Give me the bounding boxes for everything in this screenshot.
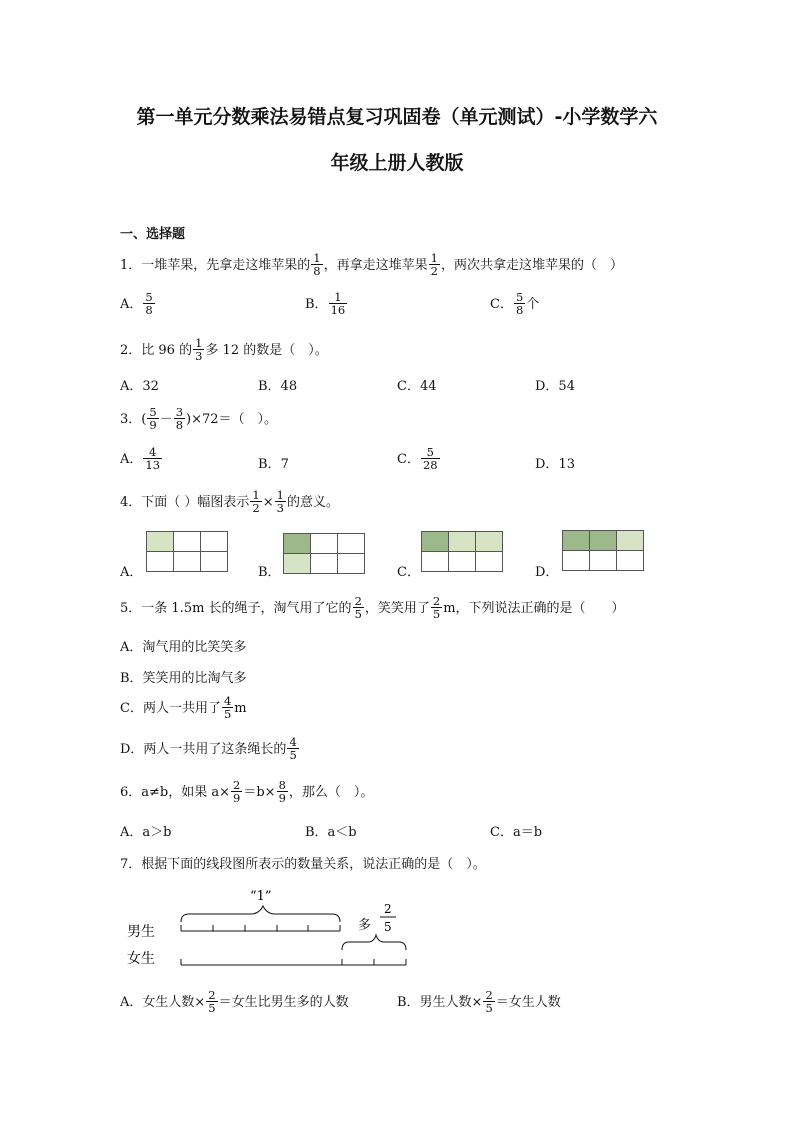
grid-figure-b xyxy=(283,533,365,574)
question-2 xyxy=(120,338,328,363)
more-numerator: 2 xyxy=(384,902,392,916)
fraction xyxy=(275,489,286,514)
fraction xyxy=(483,989,494,1014)
numerator: 2 xyxy=(208,988,216,1002)
grid-figure-c xyxy=(421,531,503,572)
option-label: A． xyxy=(120,297,143,312)
unit-one-label: “1” xyxy=(250,889,272,904)
option-c[interactable]: C．44 xyxy=(397,379,437,394)
fraction xyxy=(147,406,158,431)
option-b[interactable]: B．笑笑用的比淘气多 xyxy=(120,671,247,686)
denominator: 8 xyxy=(313,264,321,278)
option-b[interactable] xyxy=(305,292,348,317)
option-suffix: 个 xyxy=(526,297,540,312)
denominator: 9 xyxy=(149,418,157,432)
stem-text: ＝b× xyxy=(243,785,276,800)
denominator: 3 xyxy=(276,501,284,515)
question-3 xyxy=(120,407,277,432)
option-label: C． xyxy=(397,452,420,467)
question-number: 1 xyxy=(120,258,129,273)
option-c[interactable]: C． xyxy=(397,565,420,580)
option-d[interactable] xyxy=(120,737,300,762)
denominator: 9 xyxy=(278,791,286,805)
denominator: 2 xyxy=(430,264,438,278)
numerator: 1 xyxy=(313,251,321,265)
girls-ticks xyxy=(181,959,406,965)
stem-text: ，再拿走这堆苹果 xyxy=(323,258,428,273)
denominator: 5 xyxy=(432,607,441,621)
option-d[interactable] xyxy=(535,453,575,472)
option-b[interactable]: B．48 xyxy=(258,379,298,394)
fraction xyxy=(206,989,217,1014)
question-number: 4 xyxy=(120,495,129,510)
numerator: 2 xyxy=(432,594,441,608)
denominator: 16 xyxy=(330,303,346,317)
stem-text: m，下列说法正确的是（ ） xyxy=(443,601,625,616)
section-heading: 一、选择题 xyxy=(120,227,186,242)
stem-text: 的意义。 xyxy=(286,495,339,510)
numerator: 2 xyxy=(354,594,362,608)
question-number: 3 xyxy=(120,412,129,427)
option-text: 7 xyxy=(280,457,289,472)
question-6 xyxy=(120,780,373,805)
fraction xyxy=(277,779,288,804)
stem-text: ．一条 1.5m 长的绳子，淘气用了它的 xyxy=(128,601,352,616)
numerator: 8 xyxy=(278,778,286,792)
option-text: ＝女生比男生多的人数 xyxy=(218,995,349,1010)
numerator: 1 xyxy=(430,251,438,265)
option-c[interactable] xyxy=(397,447,441,472)
option-a[interactable]: A．32 xyxy=(120,379,159,394)
stem-text: ．( xyxy=(128,412,147,427)
option-text: 13 xyxy=(558,457,575,472)
question-7 xyxy=(120,853,486,872)
option-text: B．男生人数× xyxy=(397,995,483,1010)
numerator: 3 xyxy=(175,405,184,419)
brace-bottom xyxy=(342,935,406,950)
question-1 xyxy=(120,253,623,278)
denominator: 3 xyxy=(195,349,203,363)
title-line-1: 第一单元分数乘法易错点复习巩固卷（单元测试）-小学数学六 xyxy=(136,106,658,128)
option-a[interactable] xyxy=(120,447,163,472)
fraction xyxy=(143,446,162,471)
denominator: 9 xyxy=(233,791,241,805)
option-b[interactable] xyxy=(397,990,561,1015)
grid-figure-d xyxy=(562,530,644,571)
stem-text: ．一堆苹果，先拿走这堆苹果的 xyxy=(128,258,311,273)
option-label: B． xyxy=(258,457,281,472)
option-text: ＝女生人数 xyxy=(495,995,561,1010)
option-a[interactable]: A．淘气用的比笑笑多 xyxy=(120,640,247,655)
denominator: 2 xyxy=(252,501,260,515)
option-b[interactable] xyxy=(258,453,289,472)
fraction xyxy=(353,595,364,620)
denominator: 13 xyxy=(145,458,161,472)
denominator: 5 xyxy=(485,1001,493,1015)
option-d[interactable]: D．54 xyxy=(535,379,575,394)
fraction xyxy=(429,252,440,277)
denominator: 5 xyxy=(208,1001,216,1015)
question-5 xyxy=(120,596,625,621)
fraction xyxy=(329,291,348,316)
stem-text: － xyxy=(159,412,173,427)
option-a[interactable] xyxy=(120,990,349,1015)
option-a[interactable] xyxy=(120,292,156,317)
numerator: 4 xyxy=(289,735,297,749)
stem-text: ．比 96 的 xyxy=(128,343,193,358)
boys-ticks xyxy=(181,925,340,931)
question-number: 6 xyxy=(120,785,129,800)
numerator: 5 xyxy=(149,405,157,419)
numerator: 5 xyxy=(145,290,153,304)
denominator: 8 xyxy=(515,303,524,317)
option-c[interactable]: C．a＝b xyxy=(490,825,543,840)
numerator: 5 xyxy=(515,290,524,304)
more-denominator: 5 xyxy=(384,920,392,934)
question-number: 2 xyxy=(120,343,129,358)
fraction xyxy=(231,779,242,804)
fraction xyxy=(431,595,442,620)
fraction xyxy=(222,695,233,720)
more-label: 多 xyxy=(358,918,372,933)
title-line-2: 年级上册人教版 xyxy=(330,152,464,174)
numerator: 1 xyxy=(195,336,203,350)
denominator: 28 xyxy=(422,458,438,472)
stem-text: ，两次共拿走这堆苹果的（ ） xyxy=(440,258,623,273)
question-number: 7 xyxy=(120,857,129,872)
option-c[interactable] xyxy=(120,696,247,721)
stem-text: ．下面（ ）幅图表示 xyxy=(128,495,250,510)
option-text: C．两人一共用了 xyxy=(120,701,221,716)
denominator: 5 xyxy=(289,748,297,762)
option-a[interactable]: A．a＞b xyxy=(120,825,172,840)
stem-text: ．a≠b，如果 a× xyxy=(128,785,231,800)
fraction xyxy=(174,406,185,431)
fraction xyxy=(143,291,154,316)
stem-text: 多 12 的数是（ ）。 xyxy=(205,343,328,358)
option-text: D．两人一共用了这条绳长的 xyxy=(120,742,287,757)
question-4 xyxy=(120,490,339,515)
numerator: 5 xyxy=(426,445,434,459)
boys-label: 男生 xyxy=(127,924,155,940)
stem-text: ，笑笑用了 xyxy=(364,601,430,616)
option-b[interactable]: B．a＜b xyxy=(305,825,357,840)
stem-text: × xyxy=(262,495,274,510)
numerator: 2 xyxy=(233,778,241,792)
fraction xyxy=(421,446,440,471)
question-number: 5 xyxy=(120,601,129,616)
fraction xyxy=(287,736,298,761)
option-label: B． xyxy=(305,297,328,312)
numerator: 1 xyxy=(334,290,342,304)
option-label: D． xyxy=(535,457,559,472)
fraction xyxy=(311,252,322,277)
numerator: 4 xyxy=(149,445,157,459)
option-b[interactable]: B． xyxy=(258,565,281,580)
denominator: 8 xyxy=(175,418,184,432)
stem-text: ，那么（ ）。 xyxy=(288,785,374,800)
fraction xyxy=(514,291,525,316)
numerator: 2 xyxy=(485,988,493,1002)
option-d[interactable]: D． xyxy=(535,565,559,580)
brace-top xyxy=(181,906,340,922)
option-c[interactable] xyxy=(490,292,539,317)
line-segment-diagram xyxy=(115,880,425,970)
denominator: 5 xyxy=(354,607,362,621)
option-suffix: m xyxy=(234,701,247,716)
fraction xyxy=(250,489,261,514)
denominator: 8 xyxy=(145,303,153,317)
option-label: C． xyxy=(490,297,513,312)
numerator: 1 xyxy=(276,488,284,502)
grid-figure-a xyxy=(146,531,228,572)
option-label: A． xyxy=(120,452,143,467)
numerator: 1 xyxy=(252,488,260,502)
numerator: 4 xyxy=(223,694,232,708)
denominator: 5 xyxy=(223,707,232,721)
stem-text: )×72＝（ ）。 xyxy=(186,412,278,427)
girls-label: 女生 xyxy=(127,951,155,967)
page-title xyxy=(110,97,684,183)
stem-text: ．根据下面的线段图所表示的数量关系，说法正确的是（ ）。 xyxy=(128,857,486,872)
option-text: A．女生人数× xyxy=(120,995,206,1010)
option-a[interactable]: A． xyxy=(120,565,143,580)
fraction xyxy=(193,337,204,362)
